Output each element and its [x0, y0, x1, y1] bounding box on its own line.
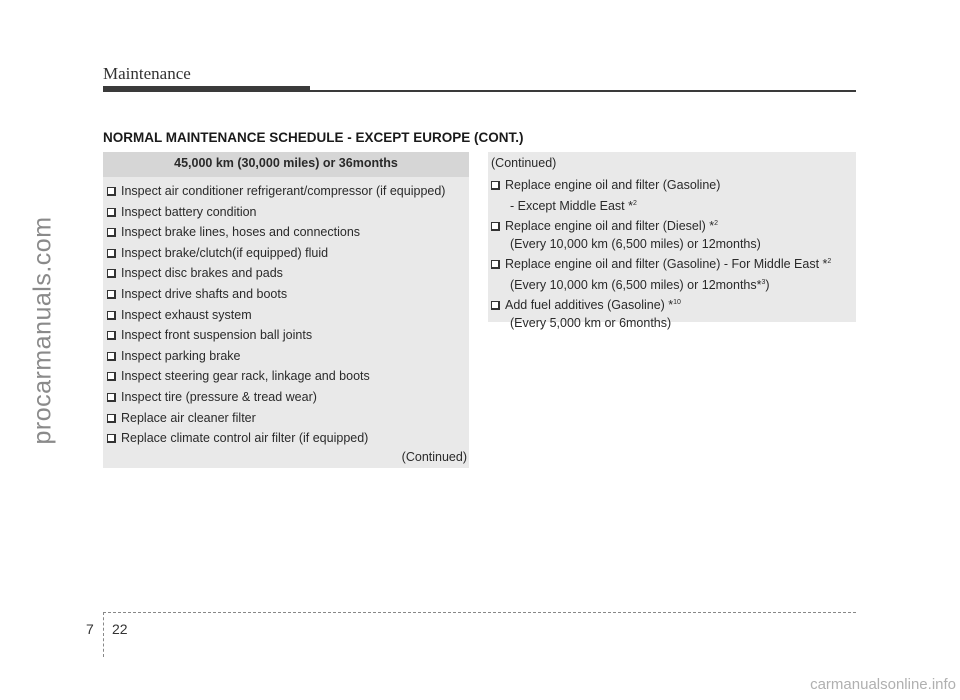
continued-label: (Continued) [491, 156, 557, 170]
page-header-title: Maintenance [103, 64, 191, 83]
checkbox-icon [107, 228, 116, 237]
list-item [103, 305, 469, 326]
checkbox-icon [107, 434, 116, 443]
list-item [103, 366, 469, 387]
list-item-subtext: (Every 10,000 km (6,500 miles) or 12months) [510, 236, 761, 251]
checkbox-icon [491, 222, 500, 231]
list-item [488, 177, 856, 215]
checkbox-icon [107, 187, 116, 196]
checkbox-icon [107, 208, 116, 217]
list-item-text: Inspect drive shafts and boots [121, 286, 288, 301]
list-item [488, 215, 856, 253]
continued-label: (Continued) [401, 450, 467, 464]
chapter-number: 7 [86, 621, 94, 637]
list-item [103, 387, 469, 408]
list-item [103, 243, 469, 264]
list-item-text: Replace engine oil and filter (Diesel) * [505, 219, 715, 233]
checkbox-icon [107, 290, 116, 299]
checkbox-icon [107, 249, 116, 258]
side-watermark [28, 160, 58, 500]
list-item-subtext: (Every 10,000 km (6,500 miles) or 12months*$^3$) [510, 277, 770, 292]
footnote-marker: 3 [761, 278, 766, 286]
list-item-text: Inspect disc brakes and pads [121, 266, 283, 281]
list-item-text: Replace engine oil and filter (Gasoline) - For Middle East * [505, 257, 828, 271]
list-item-subtext: (Every 5,000 km or 6months) [510, 315, 672, 330]
list-item-text: Inspect front suspension ball joints [121, 328, 313, 343]
list-item-text: Add fuel additives (Gasoline) * [505, 298, 674, 312]
list-item-subtext: - Except Middle East *$^2$ [510, 198, 637, 213]
schedule-panel-36months [103, 152, 469, 468]
checkbox-icon [491, 301, 500, 310]
list-item [103, 346, 469, 367]
list-item [103, 181, 469, 202]
interval-title: 45,000 km (30,000 miles) or 36months [103, 152, 469, 177]
list-item-text: Inspect brake lines, hoses and connections [121, 225, 361, 240]
side-watermark-text: procarmanuals.com [28, 215, 57, 445]
list-item [103, 222, 469, 243]
list-item-text: Inspect brake/clutch(if equipped) fluid [121, 245, 329, 260]
header-rule-thin [310, 90, 856, 92]
list-item [103, 325, 469, 346]
footer-divider [103, 612, 104, 657]
page-number: 22 [112, 621, 128, 637]
checkbox-icon [107, 414, 116, 423]
footer-rule [103, 612, 856, 613]
checkbox-icon [491, 260, 500, 269]
bottom-watermark: carmanualsonline.info [810, 676, 956, 693]
checkbox-icon [107, 393, 116, 402]
list-item [103, 202, 469, 223]
header-rule-thick [103, 86, 310, 92]
footnote-marker: 2 [714, 220, 719, 227]
list-item-text: Replace climate control air filter (if equipped) [121, 431, 369, 446]
checkbox-icon [107, 311, 116, 320]
list-item-text: Replace engine oil and filter (Gasoline) [505, 178, 721, 192]
list-item [488, 294, 856, 332]
section-heading: NORMAL MAINTENANCE SCHEDULE - EXCEPT EUROPE (CONT.) [103, 130, 524, 145]
checkbox-icon [107, 352, 116, 361]
list-item-text: Inspect air conditioner refrigerant/compressor (if equipped) [121, 184, 446, 198]
list-item-text: Inspect exhaust system [121, 307, 252, 322]
list-item-text: Inspect tire (pressure & tread wear) [121, 389, 317, 404]
checkbox-icon [491, 181, 500, 190]
checkbox-icon [107, 269, 116, 278]
list-item [103, 428, 469, 449]
list-item-text: Replace air cleaner filter [121, 410, 256, 425]
footnote-marker: 2 [632, 199, 637, 207]
list-item-text: Inspect parking brake [121, 348, 241, 363]
footnote-marker: 2 [827, 258, 832, 265]
list-item [103, 263, 469, 284]
list-item-text: Inspect battery condition [121, 204, 257, 219]
replacement-list [488, 177, 856, 332]
list-item-text: Inspect steering gear rack, linkage and boots [121, 369, 370, 384]
checkbox-icon [107, 372, 116, 381]
checkbox-icon [107, 331, 116, 340]
inspection-list [103, 181, 469, 449]
footnote-marker: 10 [673, 299, 681, 306]
list-item [103, 408, 469, 429]
schedule-panel-continued [488, 152, 856, 330]
list-item [488, 253, 856, 294]
list-item [103, 284, 469, 305]
